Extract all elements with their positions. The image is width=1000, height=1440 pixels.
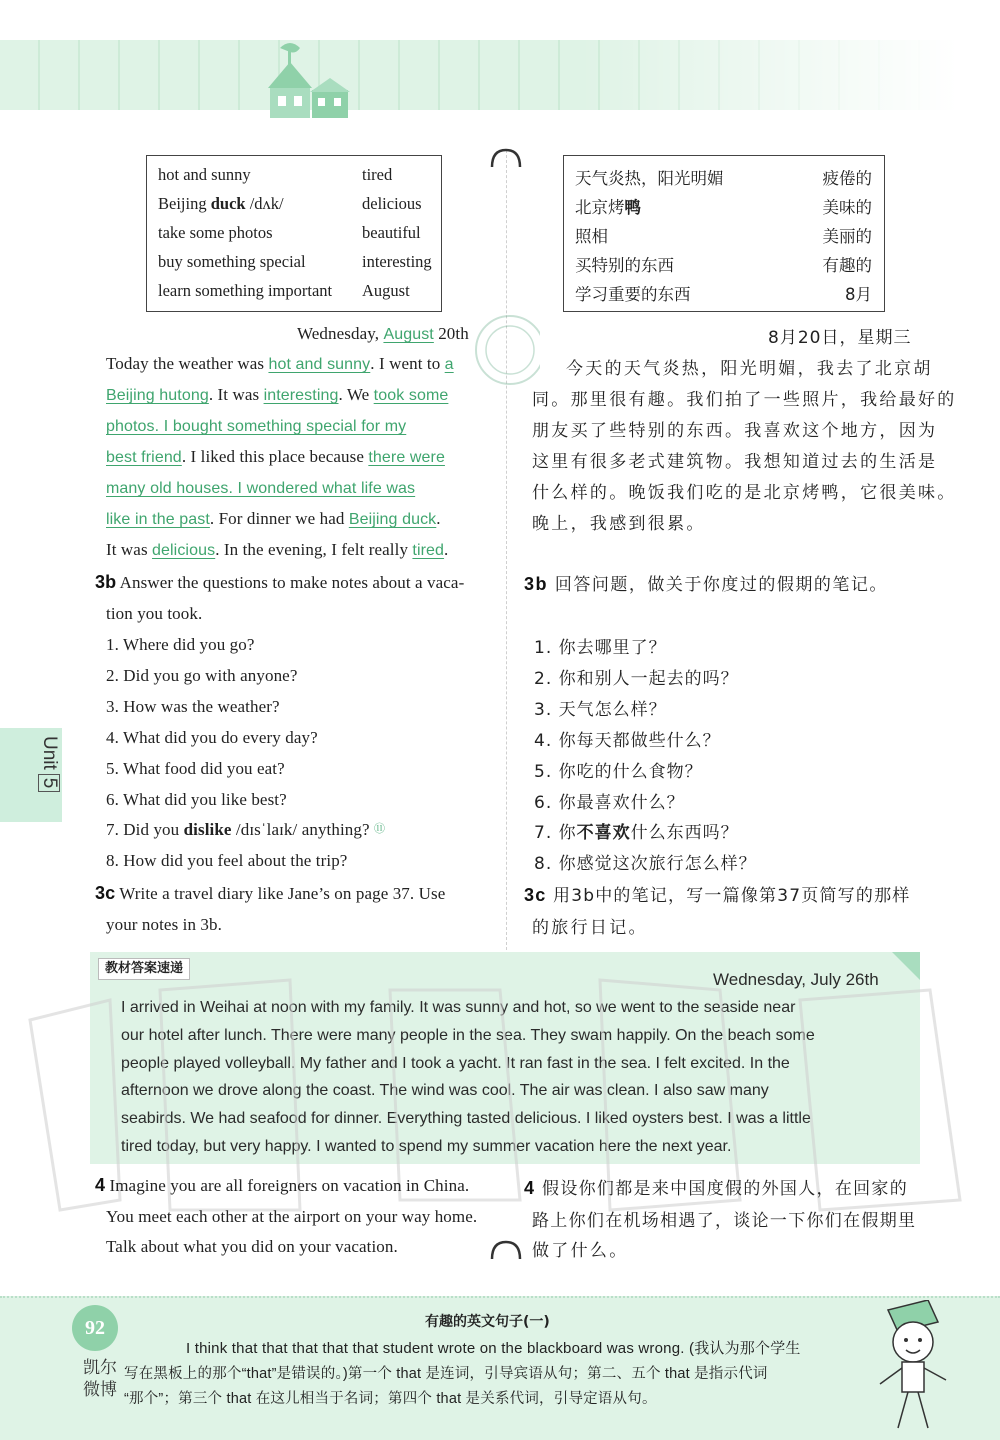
word: 天气炎热，阳光明媚 [575,169,724,188]
section-3c-cn [524,881,910,906]
diary-line-en [106,540,448,560]
binder-hook-icon [489,148,523,168]
word: 疲倦的 [822,169,872,188]
instruction-text: 做了什么。 [532,1241,629,1261]
answer-text: hot and sunny [268,356,371,373]
question-en: 3. How was the weather? [106,697,280,716]
word: learn something important [158,281,333,300]
section-label: 3b [95,572,117,592]
diary-text: . [436,509,441,528]
section-label: 4 [95,1175,106,1195]
diary-text: . I liked this place because [181,447,369,466]
diary-text: Today the weather was [106,354,269,373]
footer-title: 有趣的英文句子(一) [425,1314,550,1330]
word: tired [362,165,393,184]
instruction-text: 路上你们在机场相遇了，谈论一下你们在假期里 [532,1211,917,1231]
footer-line: I think that that that that that student wrote on the blackboard was wrong. (我认为那个学生 [186,1340,801,1357]
section-label: 3c [95,883,116,903]
question-en [106,820,385,840]
question-bold: dislike [183,820,232,839]
word [575,194,641,218]
question-cn: 2. 你和别人一起去的吗？ [534,669,739,689]
diary-line-en [106,416,406,436]
instruction-text: 的旅行日记。 [532,918,648,938]
date-part: Wednesday, [297,324,384,343]
answer-text: interesting [263,387,339,404]
instruction-text: Imagine you are all foreigners on vacation in China. [105,1176,470,1195]
footer-line: “那个”；第三个 that 在这儿相当于名词；第四个 that 是关系代词，引导定语从句。 [124,1391,657,1407]
word-bold: 鸭 [624,198,641,217]
instruction-text: your notes in 3b. [106,915,222,934]
question-en: 8. How did you feel about the trip? [106,851,348,870]
word-bold: duck [210,194,246,213]
word: delicious [362,194,422,213]
section-4-en [95,1175,469,1196]
brand-label [78,1357,122,1401]
question-part: /dɪsˈlaɪk/ anything? [231,820,370,839]
word: hot and sunny [158,165,251,184]
unit-label [0,736,60,789]
diary-line-en [106,354,454,374]
question-en: 1. Where did you go? [106,635,255,654]
question-en: 5. What food did you eat? [106,759,285,778]
word-table-en [146,155,442,312]
question-part: 什么东西吗？ [630,823,739,843]
section-label: 4 [524,1178,536,1198]
instruction-text: 用3b中的笔记，写一篇像第37页简写的那样 [546,886,911,906]
word: 照相 [575,227,608,246]
question-cn: 3. 天气怎么样？ [534,700,667,720]
question-cn: 6. 你最喜欢什么？ [534,793,685,813]
diary-line-cn: 这里有很多老式建筑物。我想知道过去的生活是 [532,452,938,472]
section-4-cn [524,1174,908,1199]
diary-line-en [106,447,445,467]
diary-text: . It was [208,385,264,404]
section-3b-en-instruction [95,572,464,593]
instruction-text: 回答问题，做关于你度过的假期的笔记。 [548,575,888,595]
answer-text: like in the past [106,511,210,528]
unit-number: 5 [38,774,60,793]
answer-text: Beijing duck [348,511,437,528]
header-banner [0,40,1000,110]
diary-text: . In the evening, I felt really [215,540,413,559]
answer-line: our hotel after lunch. There were many people in the sea. They swam happily. On the beach some [121,1027,815,1044]
page-number: 92 [72,1305,118,1351]
diary-line-en [106,509,441,529]
diary-text: It was [106,540,153,559]
question-part: 7. Did you [106,820,184,839]
diary-text: . We [338,385,374,404]
answer-date: Wednesday, July 26th [713,970,879,989]
answer-text: delicious [152,542,216,559]
diary-text: . For dinner we had [209,509,349,528]
word: 美丽的 [822,227,872,246]
instruction-text: Answer the questions to make notes about a vaca- [116,573,465,592]
word-table-cn [563,155,885,312]
instruction-text: You meet each other at the airport on your way home. [106,1207,478,1226]
diary-line-en [106,478,415,498]
answer-text: August [383,326,434,343]
question-cn: 4. 你每天都做些什么？ [534,731,721,751]
word [158,194,284,214]
diary-line-en [106,385,448,405]
diary-line-cn: 朋友买了些特别的东西。我喜欢这个地方，因为 [532,421,938,441]
word: 美味的 [822,198,872,217]
answer-text: photos. I bought something special for my [106,418,407,435]
question-cn: 1. 你去哪里了？ [534,638,667,658]
answer-line: tired today, but very happy. I wanted to spend my summer vacation here the next year. [121,1138,732,1155]
question-bold: 不喜欢 [576,823,631,843]
answer-text: a [444,356,454,373]
diary-date-cn: 8月20日，星期三 [768,328,912,348]
answer-text: many old houses. I wondered what life was [106,480,416,497]
answer-text: Beijing hutong [106,387,209,404]
word: 买特别的东西 [575,256,674,275]
word: 有趣的 [822,256,872,275]
binder-hook-icon [489,1240,523,1260]
question-part: 7. 你 [534,823,577,843]
unit-word: Unit [39,736,60,770]
brand-line: 微博 [83,1380,117,1400]
cartoon-kid-icon [858,1300,968,1435]
column-divider [506,150,507,950]
answer-line: people played volleyball. My father and I took a yacht. It ran fast in the sea. I felt excited. In the [121,1055,790,1072]
diary-line-cn: 晚上，我感到很累。 [532,514,706,534]
word: take some photos [158,223,273,242]
word: interesting [362,252,432,271]
answer-text: tired [412,542,445,559]
instruction-text: tion you took. [106,604,203,623]
word-part: /dʌk/ [245,194,284,213]
word: 学习重要的东西 [575,285,691,304]
word-part: 北京烤 [575,198,625,217]
section-3c-en [95,883,445,904]
diary-date-en [297,324,469,344]
diary-text: . [444,540,449,559]
section-3b-cn-instruction [524,570,888,595]
word: buy something special [158,252,306,271]
house-rooster-icon [268,40,378,118]
note-mark: ⑪ [374,823,386,835]
answer-line: I arrived in Weihai at noon with my family. It was sunny and hot, so we went to the seaside near [121,999,796,1016]
brand-line: 凯尔 [83,1358,117,1378]
date-part: 20th [433,324,469,343]
answer-text: there were [368,449,445,466]
section-label: 3b [524,574,549,594]
question-cn [534,818,739,843]
footer-line: 写在黑板上的那个“that”是错误的。)第一个 that 是连词，引导宾语从句；第二、五个 that 是指示代词 [124,1366,768,1382]
diary-line-cn: 今天的天气炎热，阳光明媚，我去了北京胡 [566,359,933,379]
diary-text: . I went to [370,354,445,373]
word: beautiful [362,223,421,242]
question-en: 6. What did you like best? [106,790,287,809]
answer-text: took some [373,387,449,404]
instruction-text: Talk about what you did on your vacation. [106,1237,398,1256]
answer-line: afternoon we drove along the coast. The wind was cool. The air was clean. I also saw many [121,1082,769,1099]
word: August [362,281,410,300]
answer-text: best friend [106,449,182,466]
answer-line: seabirds. We had seafood for dinner. Everything tasted delicious. I liked oysters best. I was a little [121,1110,811,1127]
diary-line-cn: 同。那里很有趣。我们拍了一些照片，我给最好的 [532,390,957,410]
question-cn: 5. 你吃的什么食物？ [534,762,703,782]
instruction-text: 假设你们都是来中国度假的外国人，在回家的 [535,1179,909,1199]
question-cn: 8. 你感觉这次旅行怎么样？ [534,854,757,874]
diary-line-cn: 什么样的。晚饭我们吃的是北京烤鸭，它很美味。 [532,483,957,503]
question-en: 2. Did you go with anyone? [106,666,298,685]
word-part: Beijing [158,194,211,213]
answer-tag: 教材答案速递 [98,958,190,980]
section-label: 3c [524,885,547,905]
word: 8月 [845,285,872,304]
instruction-text: Write a travel diary like Jane’s on page 37. Use [115,884,446,903]
stamp-watermark-icon [450,300,540,400]
question-en: 4. What did you do every day? [106,728,318,747]
